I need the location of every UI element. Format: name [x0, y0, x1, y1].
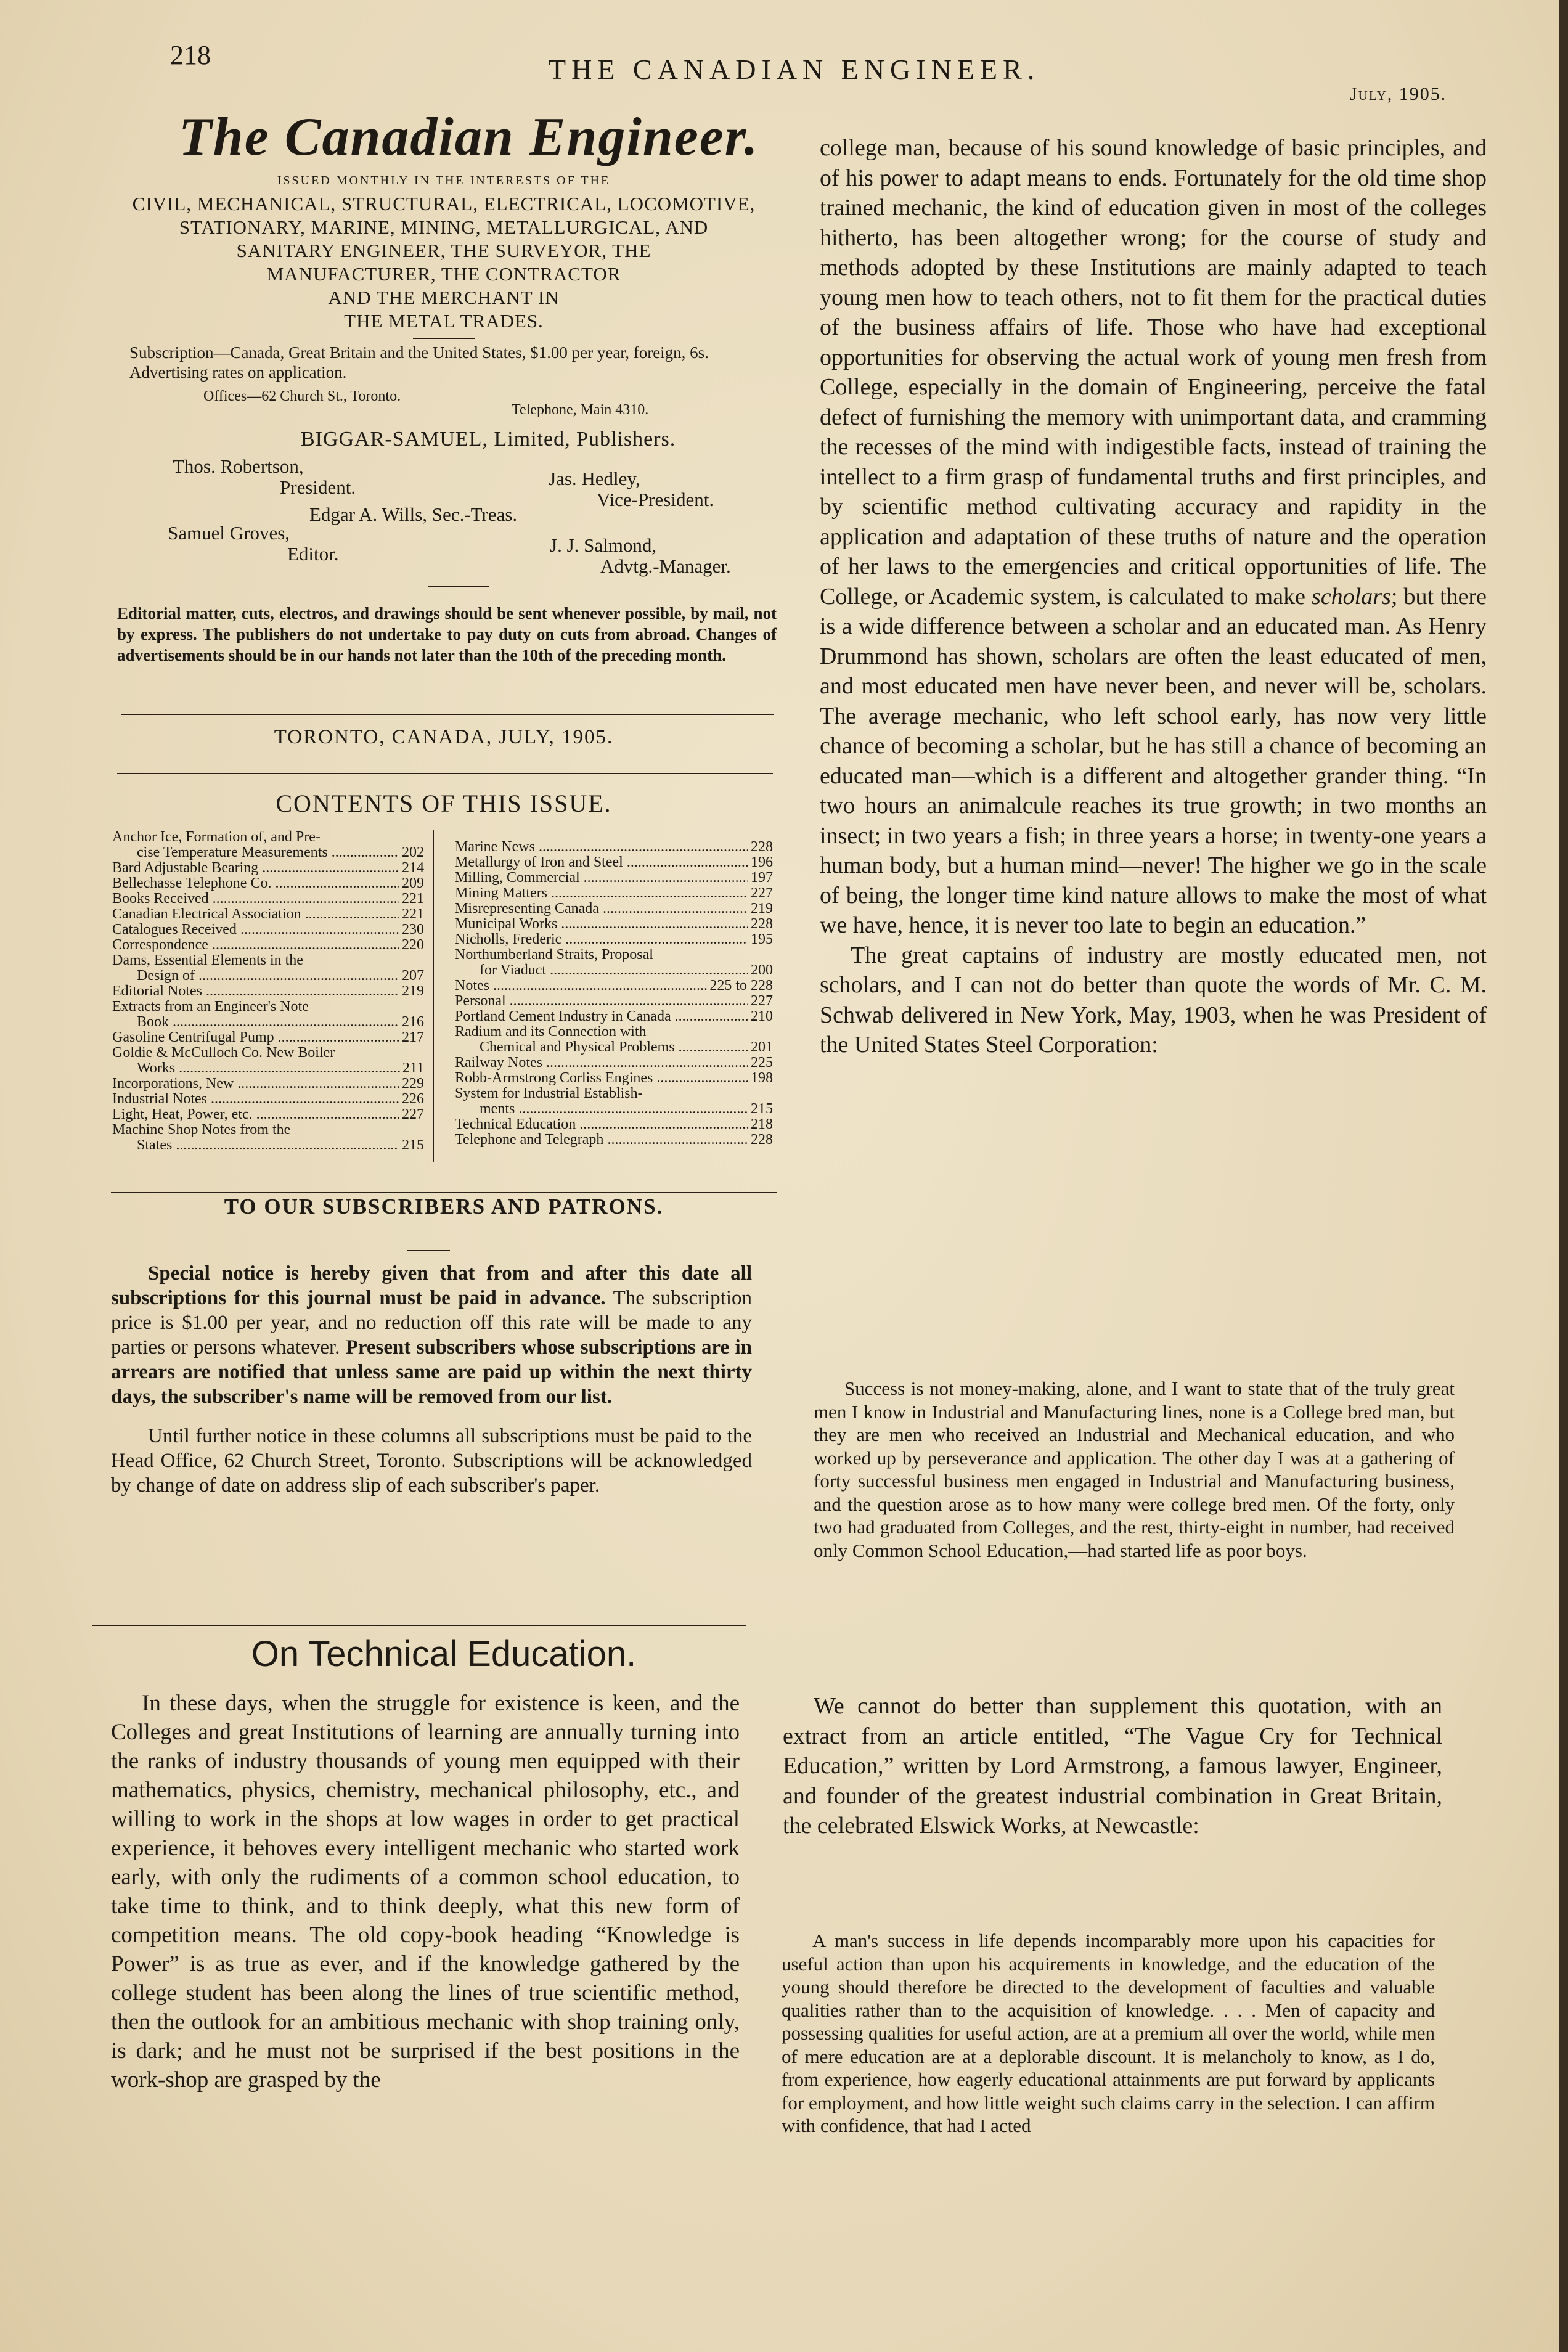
contents-entry-page: 219 — [402, 983, 424, 999]
offices: Offices—62 Church St., Toronto. — [203, 388, 401, 404]
article-title: On Technical Education. — [251, 1634, 637, 1674]
contents-entry-page: 215 — [402, 1137, 424, 1153]
contents-entry — [455, 1040, 773, 1055]
article-text: ; but there is a wide difference between a scholar and an educated man. As Henry Drummond has shown, scholars are often the least educated of men, and most educated men have never been, and never will be, scholars. The average mechanic, who left school early, has now very little chance of becoming a scholar, but he has still a chance of becoming an educated man—which is a different and altogether grander thing. “In two hours an animalcule reaches its true growth; in two months an insect; in two years a fish; in three years a horse; in twenty-one years a human body, but a human mind—never! The higher we go in the scale of being, the longer time kind nature allows to make the most of what we have, hence, it is never too late to begin an education.” — [820, 583, 1487, 938]
officer-title: Advtg.-Manager. — [600, 555, 731, 577]
contents-entry — [455, 901, 773, 917]
contents-entry-title: Books Received ..... — [112, 891, 399, 907]
publisher: BIGGAR-SAMUEL, Limited, Publishers. — [301, 428, 676, 451]
contents-entry-title: Gasoline Centrifugal Pump ..... — [112, 1030, 399, 1045]
contents-entry-title: Misrepresenting Canada ..... — [455, 901, 748, 917]
article-text: college man, because of his sound knowledge of basic principles, and of his power to adapt means to ends. Fortunately for the old time shop trained mechanic, the kind of education given in most of the colleges hitherto, has been altogether wrong; for the course of study and methods adopted by these Institutions are mainly adapted to teach young men how to teach others, not to fit them for the practical duties of the business affairs of life. Those who have had exceptional opportunities for observing the actual work of young men fresh from College, especially in the domain of Engineering, perceive the fatal defect of furnishing the memory with unimportant data, and cramming the recesses of the mind with indigestible facts, instead of training the intellect to a firm grasp of fundamental truths and first principles, and by scientific method cultivating accuracy and rapidity in the application and adaptation of these truths of nature and the operation of her laws to the emergencies and critical opportunities of life. The College, or Academic system, is calculated to make — [820, 135, 1487, 610]
contents-entry — [455, 1024, 773, 1040]
contents-entry — [455, 1071, 773, 1086]
contents-entry-page: 209 — [402, 875, 424, 891]
officer-name: J. J. Salmond, — [550, 534, 657, 556]
contents-entry-title: Works ..... — [137, 1061, 400, 1076]
contents-entry-title: System for Industrial Establish- — [455, 1086, 643, 1101]
contents-entry-page: 221 — [402, 906, 424, 922]
contents-entry-title: Catalogues Received ..... — [112, 922, 399, 937]
page-number: 218 — [170, 40, 211, 70]
officer-name: Thos. Robertson, — [173, 455, 304, 477]
rule — [92, 1625, 746, 1626]
contents-entry-title: Technical Education ..... — [455, 1117, 748, 1132]
officer-secretary: Edgar A. Wills, Sec.-Treas. — [309, 504, 518, 525]
contents-entry — [455, 839, 773, 855]
subscribers-notice — [111, 1261, 752, 1498]
contents-entry — [455, 870, 773, 886]
contents-entry — [112, 860, 424, 876]
header-date: July, 1905. — [1350, 84, 1447, 104]
contents-entry-title: Robb-Armstrong Corliss Engines ..... — [455, 1071, 748, 1086]
contents-entry-page: 228 — [751, 916, 773, 932]
contents-entry — [455, 1086, 773, 1101]
contents-entry-page: 226 — [402, 1091, 424, 1107]
dateline: TORONTO, CANADA, JULY, 1905. — [274, 726, 614, 748]
article-paragraph: The great captains of industry are mostly educated men, not scholars, and I can not do better than quote the words of Mr. C. M. Schwab delivered in New York, May, 1903, when he was President of the United States Steel Corporation: — [820, 942, 1487, 1058]
contents-entry-title: States ..... — [137, 1138, 399, 1153]
contents-entry-page: 215 — [751, 1101, 773, 1117]
contents-entry-page: 221 — [402, 891, 424, 907]
contents-entry-title: Marine News ..... — [455, 839, 748, 855]
contents-entry-title: for Viaduct ..... — [480, 963, 748, 978]
contents-entry-page: 198 — [751, 1070, 773, 1086]
contents-entry-page: 228 — [751, 839, 773, 855]
contents-entry — [455, 1132, 773, 1148]
contents-entry — [455, 1055, 773, 1071]
notice-bold: Special notice is hereby given that from and after this date all subscriptions for this journal must be paid in advance. — [111, 1262, 752, 1309]
officer-title: President. — [280, 476, 356, 498]
article-paragraph: We cannot do better than supplement this quotation, with an extract from an article entitled, “The Vague Cry for Technical Education,” written by Lord Armstrong, a famous lawyer, Engineer, and founder of the greatest industrial combination in Great Britain, the celebrated Elswick Works, at Newcastle: — [783, 1693, 1442, 1839]
subscribers-title: TO OUR SUBSCRIBERS AND PATRONS. — [224, 1194, 664, 1219]
contents-entry-title: Nicholls, Frederic ..... — [455, 932, 748, 947]
contents-entry-page: 195 — [751, 931, 773, 947]
officer-title: Vice-President. — [597, 489, 714, 510]
masthead-title: The Canadian Engineer. — [179, 107, 759, 167]
contents-entry — [112, 1076, 424, 1092]
contents-entry-title: Goldie & McCulloch Co. New Boiler — [112, 1045, 335, 1061]
contents-entry-page: 202 — [402, 844, 424, 860]
contents-entry-title: Chemical and Physical Problems ..... — [480, 1040, 748, 1055]
contents-entry — [112, 1092, 424, 1107]
column-divider — [433, 830, 434, 1162]
contents-entry-page: 220 — [402, 937, 424, 953]
contents-entry — [455, 932, 773, 947]
contents-entry — [112, 891, 424, 907]
rule — [121, 714, 774, 715]
contents-entry — [455, 1117, 773, 1132]
contents-entry-title: Municipal Works ..... — [455, 917, 748, 932]
contents-entry-title: Design of ..... — [137, 968, 399, 984]
notice-bold: Present subscribers whose subscriptions are in arrears are notified that unless same are paid up within the next thirty days, the subscriber's name will be removed from our list. — [111, 1336, 752, 1408]
contents-entry-page: 227 — [751, 993, 773, 1009]
interest-line: STATIONARY, MARINE, MINING, METALLURGICAL, AND — [179, 216, 709, 238]
contents-entry — [112, 1045, 424, 1061]
contents-entry — [112, 907, 424, 922]
quote-schwab — [814, 1377, 1455, 1562]
article-italic: scholars — [1312, 583, 1391, 610]
contents-entry — [455, 947, 773, 963]
contents-entry-title: Metallurgy of Iron and Steel ..... — [455, 855, 748, 870]
contents-entry-page: 225 to 228 — [709, 978, 773, 994]
contents-entry-title: Anchor Ice, Formation of, and Pre- — [112, 830, 321, 845]
contents-entry-page: 197 — [751, 870, 773, 886]
contents-entry-title: Personal ..... — [455, 994, 748, 1009]
contents-entry — [455, 994, 773, 1009]
contents-entry — [455, 1101, 773, 1117]
contents-entry-title: Incorporations, New ..... — [112, 1076, 399, 1092]
telephone: Telephone, Main 4310. — [512, 402, 649, 418]
contents-entry — [455, 978, 773, 994]
contents-entry-title: Northumberland Straits, Proposal — [455, 947, 653, 963]
contents-entry — [112, 999, 424, 1015]
interest-line: AND THE MERCHANT IN — [328, 287, 560, 308]
contents-entry-page: 219 — [751, 900, 773, 917]
contents-entry-title: Machine Shop Notes from the — [112, 1122, 291, 1138]
contents-entry-title: Bard Adjustable Bearing ..... — [112, 860, 399, 876]
officer-name: Jas. Hedley, — [549, 468, 640, 489]
interest-line: MANUFACTURER, THE CONTRACTOR — [266, 263, 621, 285]
contents-entry-page: 216 — [402, 1014, 424, 1030]
contents-entry-title: Extracts from an Engineer's Note — [112, 999, 309, 1015]
officer-title: Editor. — [287, 543, 339, 565]
page-edge — [1559, 0, 1568, 2352]
divider — [428, 586, 489, 587]
contents-entry-title: Milling, Commercial ..... — [455, 870, 748, 886]
contents-entry — [455, 855, 773, 870]
divider — [407, 1250, 450, 1251]
contents-entry — [112, 953, 424, 968]
contents-entry-title: Telephone and Telegraph ..... — [455, 1132, 748, 1148]
contents-left-column — [112, 830, 424, 1153]
contents-entry — [112, 922, 424, 937]
contents-entry — [455, 917, 773, 932]
contents-entry-title: Canadian Electrical Association ..... — [112, 907, 399, 922]
contents-entry — [112, 1015, 424, 1030]
interest-line: CIVIL, MECHANICAL, STRUCTURAL, ELECTRICAL, LOCOMOTIVE, — [132, 193, 756, 214]
divider — [413, 338, 475, 339]
officer-name: Samuel Groves, — [168, 522, 290, 544]
rule — [111, 1192, 777, 1193]
contents-entry-page: 230 — [402, 921, 424, 937]
contents-entry-page: 214 — [402, 860, 424, 876]
quote-text: Success is not money-making, alone, and I want to state that of the truly great men I know in Industrial and Manufacturing lines, none is a College bred man, but they are men who received an Industrial and Mechanical education, and who worked up by perseverance and application. The other day I was at a gathering of forty successful business men engaged in Industrial and Manufacturing business, and the question arose as to how many were college bred men. Of the forty, only two had graduated from Colleges, and the rest, thirty-eight in number, had received only Common School Education,—had started life as poor boys. — [814, 1378, 1455, 1561]
contents-entry — [455, 1009, 773, 1024]
article-right-column — [820, 133, 1487, 1060]
contents-entry-title: Book ..... — [137, 1015, 399, 1030]
contents-entry — [112, 1122, 424, 1138]
contents-entry-title: Light, Heat, Power, etc. ..... — [112, 1107, 399, 1122]
contents-entry-page: 227 — [402, 1106, 424, 1122]
subscription-note: Subscription—Canada, Great Britain and the United States, $1.00 per year, foreign, 6s. Advertising rates on application. — [129, 343, 709, 382]
editorial-notice: Editorial matter, cuts, electros, and drawings should be sent whenever possible, by mail, not by express. The publishers do not undertake to pay duty on cuts from abroad. Changes of advertisements should be in our hands not later than the 10th of the preceding month. — [117, 604, 777, 664]
contents-entry-page: 196 — [751, 854, 773, 870]
contents-entry-title: Correspondence ..... — [112, 937, 399, 953]
contents-entry — [112, 1138, 424, 1153]
contents-entry — [112, 830, 424, 845]
article-paragraph: In these days, when the struggle for existence is keen, and the Colleges and great Institutions of learning are annually turning into the ranks of industry thousands of young men equipped with their mathematics, physics, chemistry, mechanical philosophy, etc., and willing to work in the shops at low wages in order to get practical experience, it behoves every intelligent mechanic who started work early, with only the rudiments of a common school education, to take time to think, and to think deeply, what this new form of competition means. The old copy-book heading “Knowledge is Power” is as true as ever, and if the knowledge gathered by the college student has been along the lines of true scientific method, then the outlook for an ambitious mechanic with shop training only, is dark; and he must not be surprised if the best positions in the work-shop are grasped by the — [111, 1691, 740, 2093]
running-head: THE CANADIAN ENGINEER. — [549, 54, 1040, 85]
rule — [117, 773, 773, 774]
quote-text: A man's success in life depends incomparably more upon his capacities for useful action than upon his acquirements in knowledge, and the education of the young should therefore be directed to the development of faculties and valuable qualities rather than to the acquisition of knowledge. . . . Men of capacity and possessing qualities for useful action, are at a premium all over the world, while men of mere education are at a deplorable discount. It is melancholy to know, as I do, from experience, how eagerly educational attainments are put forward by applicants for employment, and how little weight such claims carry in the selection. I can affirm with confidence, that had I acted — [782, 1930, 1435, 2136]
article-right-column-continued — [783, 1691, 1442, 1841]
quote-armstrong — [782, 1929, 1435, 2138]
contents-entry — [112, 984, 424, 999]
contents-entry-title: Editorial Notes ..... — [112, 984, 399, 999]
contents-entry-title: cise Temperature Measurements ..... — [137, 845, 399, 860]
contents-entry — [112, 968, 424, 984]
notice-paragraph: Until further notice in these columns all subscriptions must be paid to the Head Office, 62 Church Street, Toronto. Subscriptions will be acknowledged by change of date on address slip of each subscriber's paper. — [111, 1425, 752, 1497]
contents-entry-page: 229 — [402, 1076, 424, 1092]
contents-entry-title: Notes ..... — [455, 978, 707, 994]
contents-entry-page: 200 — [751, 962, 773, 978]
contents-entry — [455, 963, 773, 978]
article-left-column — [111, 1689, 740, 2094]
masthead-interests — [111, 192, 777, 333]
contents-entry-title: ments ..... — [480, 1101, 748, 1117]
contents-entry-page: 228 — [751, 1132, 773, 1148]
contents-entry — [112, 876, 424, 891]
contents-entry-title: Portland Cement Industry in Canada ..... — [455, 1009, 748, 1024]
contents-entry — [112, 845, 424, 860]
contents-entry-title: Mining Matters ..... — [455, 886, 748, 901]
contents-entry-title: Industrial Notes ..... — [112, 1092, 399, 1107]
contents-entry-page: 211 — [402, 1060, 424, 1076]
masthead-issued: ISSUED MONTHLY IN THE INTERESTS OF THE — [277, 174, 611, 187]
article-paragraph — [820, 133, 1487, 941]
contents-entry — [455, 886, 773, 901]
interest-line: SANITARY ENGINEER, THE SURVEYOR, THE — [236, 240, 651, 261]
contents-entry — [112, 1030, 424, 1045]
notice-paragraph — [111, 1261, 752, 1409]
contents-entry-title: Dams, Essential Elements in the — [112, 953, 303, 968]
contents-entry — [112, 1061, 424, 1076]
contents-entry-page: 217 — [402, 1029, 424, 1045]
contents-entry-title: Bellechasse Telephone Co. ..... — [112, 876, 399, 891]
contents-entry-page: 227 — [751, 885, 773, 901]
contents-entry — [112, 1107, 424, 1122]
contents-entry-page: 210 — [751, 1008, 773, 1024]
contents-entry-title: Railway Notes ..... — [455, 1055, 748, 1071]
contents-entry-page: 218 — [751, 1116, 773, 1132]
contents-entry-page: 225 — [751, 1055, 773, 1071]
contents-right-column — [455, 839, 773, 1148]
notice-text: The subscription price is $1.00 per year, and no reduction off this rate will be made to any parties or persons whatever. — [111, 1287, 752, 1358]
contents-entry-page: 201 — [751, 1039, 773, 1055]
contents-title: CONTENTS OF THIS ISSUE. — [276, 790, 612, 817]
contents-entry — [112, 937, 424, 953]
contents-entry-title: Radium and its Connection with — [455, 1024, 647, 1040]
contents-entry-page: 207 — [402, 968, 424, 984]
interest-line: THE METAL TRADES. — [344, 310, 544, 332]
